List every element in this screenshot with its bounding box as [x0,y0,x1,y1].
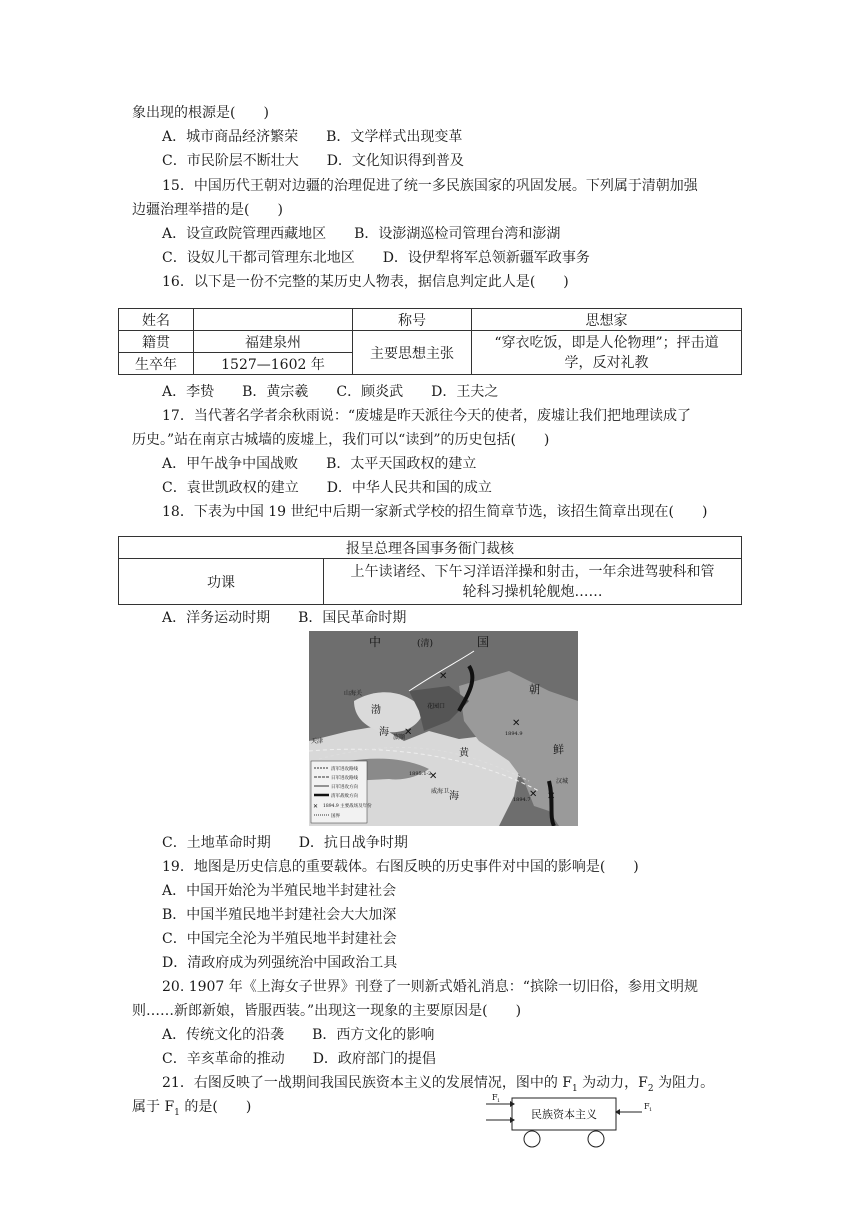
battle-mark: ✕ [512,718,521,729]
force-label: F [492,1093,498,1102]
q20-stem-cont: 则……新郎新娘，皆服西装。”出现这一现象的主要原因是( ) [132,1003,522,1019]
map-label: 1895.1-2 [409,771,432,777]
legend-item: 清军进攻路线 [331,767,358,772]
q17-option-ab: A．甲午战争中国战败 B．太平天国政权的建立 [162,456,477,472]
table-cell-line: 学，反对礼教 [564,354,649,371]
q20-stem: 20. 1907 年《上海女子世界》刊登了一则新式婚礼消息：“摈除一切旧俗，参用文明规 [162,979,698,995]
q19-option-b: B．中国半殖民地半封建社会大大加深 [162,907,397,923]
q18-option-cd: C．土地革命时期 D．抗日战争时期 [162,835,408,851]
force-label-sub: 1 [497,1098,501,1104]
q14-option-cd: C．市民阶层不断壮大 D．文化知识得到普及 [162,153,464,169]
sino-japanese-war-map [309,631,578,826]
map-label: 海 [449,791,459,802]
q17-stem: 17．当代著名学者余秋雨说：“废墟是昨天派往今天的使者，废墟让我们把地理读成了 [162,408,691,424]
q19-stem: 19．地图是历史信息的重要载体。右图反映的历史事件对中国的影响是( ) [162,859,639,875]
table-cell: 思想家 [472,309,742,331]
force-label: F [644,1102,650,1111]
map-label: 1894.7 [513,797,531,803]
table-cell: 称号 [353,309,472,331]
table-cell-line: “穿衣吃饭，即是人伦物理”；抨击道 [494,334,719,351]
q15-stem: 15．中国历代王朝对边疆的治理促进了统一多民族国家的巩固发展。下列属于清朝加强 [162,178,698,194]
map-label: 旅顺 [393,734,406,741]
table-cell-line: 轮科习操机轮舰炮…… [462,583,603,600]
force-diagram [486,1092,654,1148]
battle-mark: ✕ [429,771,438,782]
legend-item: 日军进攻路线 [331,776,358,781]
text-run: 属于 F [132,1099,175,1115]
map-label: 天津 [311,738,324,745]
table-cell: 报呈总理各国事务衙门裁核 [119,537,742,559]
table-cell [472,331,742,375]
table-cell: 1527—1602 年 [194,353,353,375]
battle-mark: ✕ [439,671,448,682]
q20-option-cd: C．辛亥革命的推动 D．政府部门的提倡 [162,1051,436,1067]
q21-stem-cont [132,1097,251,1123]
battle-mark: ✕ [529,789,538,800]
text-run: 为动力，F [577,1075,648,1091]
table-cell: 生卒年 [119,353,194,375]
map-label: 中 [369,635,382,649]
map-label: 朝 [529,683,540,696]
q16-options: A．李贽 B．黄宗羲 C．顾炎武 D．王夫之 [162,384,499,400]
map-label: 威海卫 [431,788,450,795]
subscript: 1 [571,1083,578,1094]
legend-item: 国界 [331,814,340,819]
q15-option-cd: C．设奴儿干都司管理东北地区 D．设伊犁将军总领新疆军政事务 [162,250,590,266]
legend-item: 1894.9 主要战场及年份 [323,804,372,809]
map-label: 鲜 [553,743,564,756]
map-label: 黄 [459,748,469,759]
q18-stem: 18．下表为中国 19 世纪中后期一家新式学校的招生简章节选，该招生简章出现在( ) [162,504,708,520]
legend-item: 日军进攻方向 [331,785,358,790]
q19-option-d: D．清政府成为列强统治中国政治工具 [162,955,398,971]
force-label-sub: 1 [649,1107,653,1113]
q19-option-c: C．中国完全沦为半殖民地半封建社会 [162,931,397,947]
q19-option-a: A．中国开始沦为半殖民地半封建社会 [162,883,397,899]
wheel [588,1131,604,1147]
q20-option-ab: A．传统文化的沿袭 B．西方文化的影响 [162,1027,435,1043]
battle-mark: ✕ [547,791,556,802]
q17-stem-cont: 历史。”站在南京古城墙的废墟上，我们可以“读到”的历史包括( ) [132,432,550,448]
q14-stem-end: 象出现的根源是( ) [132,105,269,121]
table-cell-line: 上午读诸经、下午习洋语洋操和射击，一年余进驾驶科和管 [350,563,715,580]
legend-swatch: ✕ [313,803,319,810]
map-label: 渤 [371,705,381,716]
diagram-box-label: 民族资本主义 [531,1108,597,1121]
text-run: 的是( ) [179,1099,252,1115]
q18-table [118,536,742,605]
q18-option-ab: A．洋务运动时期 B．国民革命时期 [162,610,407,626]
q15-stem-cont: 边疆治理举措的是( ) [132,202,283,218]
battle-mark: ✕ [404,727,413,738]
table-cell: 主要思想主张 [353,331,472,375]
legend-item: 清军战败方向 [331,794,358,799]
map-label: 汉城 [556,778,569,785]
map-label: 国 [477,635,490,649]
table-cell [324,559,742,605]
q17-option-cd: C．袁世凯政权的建立 D．中华人民共和国的成立 [162,480,492,496]
table-cell: 姓名 [119,309,194,331]
wheel [524,1131,540,1147]
map-label: 1894.9 [505,731,523,737]
q16-stem: 16．以下是一份不完整的某历史人物表，据信息判定此人是( ) [162,274,569,290]
q14-option-ab: A．城市商品经济繁荣 B．文学样式出现变革 [162,129,463,145]
text-run: 为阻力。 [653,1075,715,1091]
map-label: 花园口 [427,703,446,710]
map-label: 海 [379,727,389,738]
map-label: 山海关 [344,690,363,697]
q16-table [118,308,742,375]
table-cell: 籍贯 [119,331,194,353]
text-run: 21．右图反映了一战期间我国民族资本主义的发展情况，图中的 F [162,1075,572,1091]
map-label: (清) [417,639,434,649]
table-cell: 福建泉州 [194,331,353,353]
q15-option-ab: A．设宣政院管理西藏地区 B．设澎湖巡检司管理台湾和澎湖 [162,226,561,242]
table-cell: 功课 [119,559,324,605]
subscript: 1 [174,1107,180,1118]
table-cell [194,309,353,331]
subscript: 2 [647,1083,654,1094]
